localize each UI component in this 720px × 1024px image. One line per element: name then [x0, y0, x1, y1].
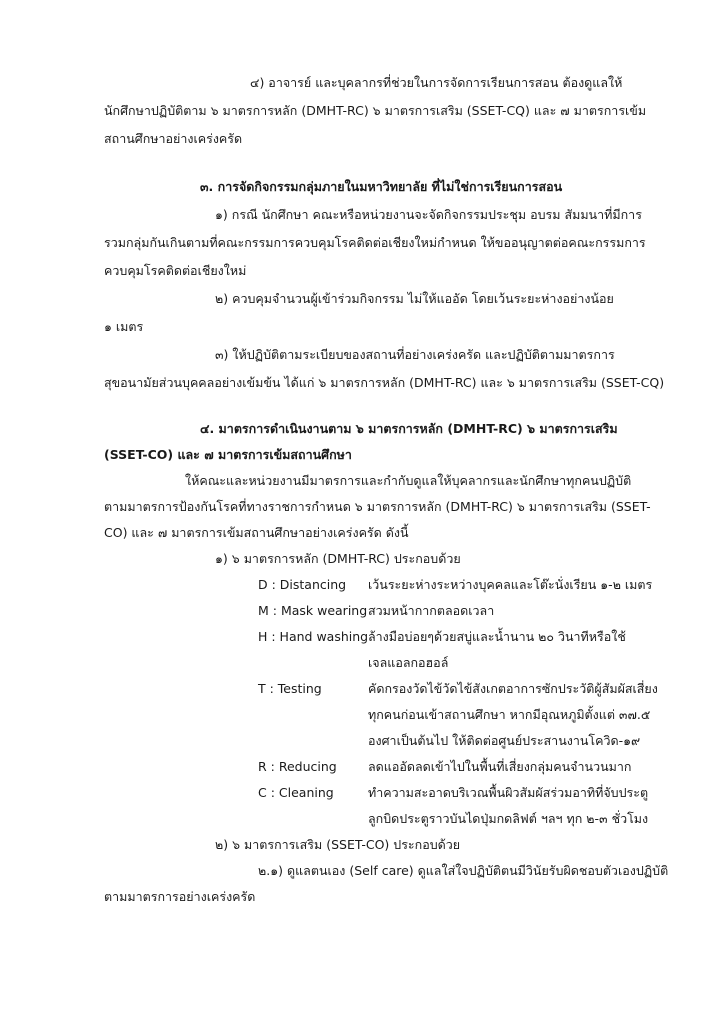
measure-description: เว้นระยะห่างระหว่างบุคคลและโต๊ะนั่งเรียน ๑-๒ เมตร: [368, 577, 653, 592]
measure-description: ลูกบิดประตูราวบันไดปุ่มกดลิฟต์ ฯลฯ ทุก ๒-๓ ชั่วโมง: [368, 811, 649, 826]
section-3-item-1-line-1: ๑) กรณี นักศึกษา คณะหรือหน่วยงานจะจัดกิจกรรมประชุม อบรม สัมมนาที่มีการ: [215, 207, 642, 222]
section-3-item-2-line-2: ๑ เมตร: [104, 319, 144, 334]
section-4-heading-line-1: ๔. มาตรการดำเนินงานตาม ๖ มาตรการหลัก (DMHT-RC) ๖ มาตรการเสริม: [200, 421, 618, 436]
measure-description: องศาเป็นต้นไป ให้ติดต่อศูนย์ประสานงานโควิด-๑๙: [368, 733, 641, 748]
measure-label: R : Reducing: [258, 759, 337, 774]
paragraph-4-line-1: ๔) อาจารย์ และบุคลากรที่ช่วยในการจัดการเรียนการสอน ต้องดูแลให้: [250, 75, 623, 90]
measure-label: T : Testing: [258, 681, 322, 696]
section-3-heading: ๓. การจัดกิจกรรมกลุ่มภายในมหาวิทยาลัย ที่ไม่ใช่การเรียนการสอน: [200, 179, 563, 194]
measure-label: C : Cleaning: [258, 785, 334, 800]
measure-description: ทุกคนก่อนเข้าสถานศึกษา หากมีอุณหภูมิตั้งแต่ ๓๗.๕: [368, 707, 651, 722]
section-3-item-3-line-1: ๓) ให้ปฏิบัติตามระเบียบของสถานที่อย่างเคร่งครัด และปฏิบัติตามมาตรการ: [215, 347, 615, 362]
measure-label: H : Hand washing: [258, 629, 369, 644]
measure-description: เจลแอลกอฮอล์: [368, 655, 449, 670]
section-3-item-2-line-1: ๒) ควบคุมจำนวนผู้เข้าร่วมกิจกรรม ไม่ให้แออัด โดยเว้นระยะห่างอย่างน้อย: [215, 291, 614, 306]
measure-label: D : Distancing: [258, 577, 347, 592]
section-3-item-1-line-3: ควบคุมโรคติดต่อเชียงใหม่: [104, 263, 247, 278]
section-4-sub-1-title: ๑) ๖ มาตรการหลัก (DMHT-RC) ประกอบด้วย: [215, 551, 461, 566]
section-3-item-1-line-2: รวมกลุ่มกันเกินตามที่คณะกรรมการควบคุมโรคติดต่อเชียงใหม่กำหนด ให้ขออนุญาตต่อคณะกรรมการ: [104, 235, 646, 250]
section-4-sub-2-title: ๒) ๖ มาตรการเสริม (SSET-CO) ประกอบด้วย: [215, 837, 461, 852]
section-3-item-3-line-2: สุขอนามัยส่วนบุคคลอย่างเข้มข้น ได้แก่ ๖ มาตรการหลัก (DMHT-RC) และ ๖ มาตรการเสริม (SSET-CQ): [104, 375, 665, 390]
section-4-intro-line-2: ตามมาตรการป้องกันโรคที่ทางราชการกำหนด ๖ มาตรการหลัก (DMHT-RC) ๖ มาตรการเสริม (SSET-: [104, 499, 651, 514]
measure-description: ลดแออัดลดเข้าไปในพื้นที่เสี่ยงกลุ่มคนจำนวนมาก: [368, 759, 632, 774]
section-4-intro-line-3: CO) และ ๗ มาตรการเข้มสถานศึกษาอย่างเคร่งครัด ดังนี้: [104, 525, 409, 540]
section-4-sub-2-1-line-2: ตามมาตรการอย่างเคร่งครัด: [104, 889, 256, 904]
section-4-sub-2-1-line-1: ๒.๑) ดูแลตนเอง (Self care) ดูแลใส่ใจปฏิบัติตนมีวินัยรับผิดชอบตัวเองปฏิบัติ: [258, 863, 669, 878]
measure-description: คัดกรองวัดไข้วัดไข้สังเกตอาการซักประวัติผู้สัมผัสเสี่ยง: [368, 681, 658, 696]
paragraph-4-line-2: นักศึกษาปฏิบัติตาม ๖ มาตรการหลัก (DMHT-RC) ๖ มาตรการเสริม (SSET-CQ) และ ๗ มาตรการเข้ม: [104, 103, 647, 118]
measure-label: M : Mask wearing: [258, 603, 368, 618]
section-4-heading-line-2: (SSET-CO) และ ๗ มาตรการเข้มสถานศึกษา: [104, 447, 352, 462]
measure-description: สวมหน้ากากตลอดเวลา: [368, 603, 495, 618]
paragraph-4-line-3: สถานศึกษาอย่างเคร่งครัด: [104, 131, 243, 146]
measure-description: ทำความสะอาดบริเวณพื้นผิวสัมผัสร่วมอาทิที่จับประตู: [368, 785, 649, 800]
section-4-intro-line-1: ให้คณะและหน่วยงานมีมาตรการและกำกับดูแลให้บุคลากรและนักศึกษาทุกคนปฏิบัติ: [185, 473, 632, 488]
measure-description: ล้างมือบ่อยๆด้วยสบู่และน้ำนาน ๒๐ วินาทีหรือใช้: [368, 629, 626, 644]
